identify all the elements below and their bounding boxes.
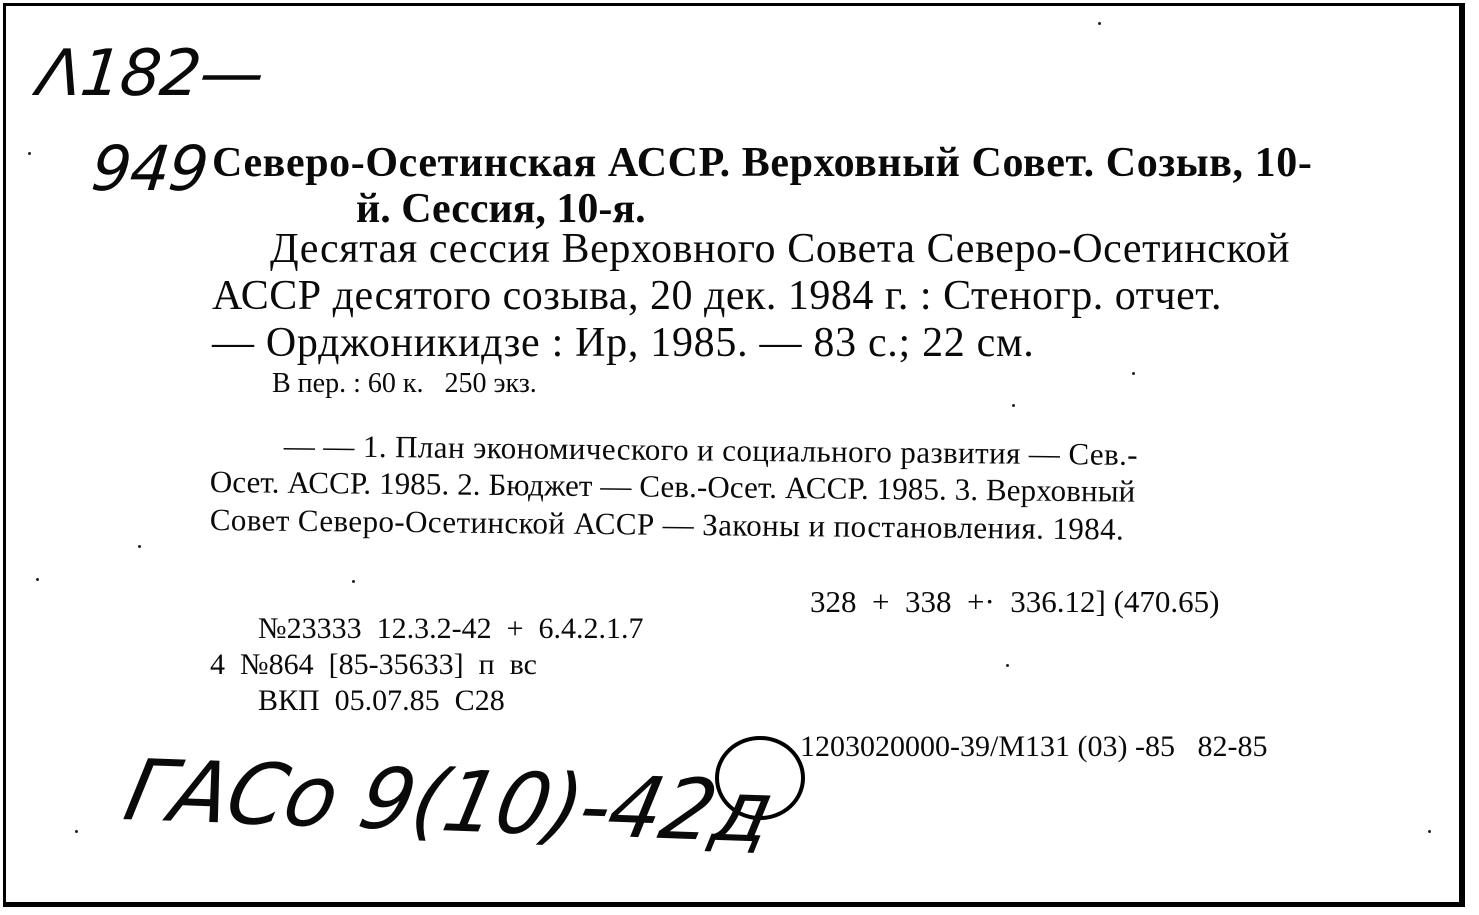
title-line3: — Орджоникидзе : Ир, 1985. — 83 с.; 22 см. [212,320,1035,366]
speck [1006,664,1009,667]
heading-line1: Северо-Осетинская АССР. Верховный Совет. Созыв, 10- [212,140,1313,186]
price-line: В пер. : 60 к. 250 экз. [272,368,537,399]
speck [1132,372,1135,375]
catalog-line1: №23333 12.3.2-42 + 6.4.2.1.7 [258,612,644,645]
subjects-line3: Совет Северо-Осетинской АССР — Законы и постановления. 1984. [209,502,1125,547]
catalog-line3: ВКП 05.07.85 С28 [258,684,505,717]
speck [1428,830,1431,833]
shelfmark-line1: Λ182— [34,37,267,111]
subjects-line2: Осет. АССР. 1985. 2. Бюджет — Сев.-Осет. АССР. 1985. 3. Верховный [209,464,1136,509]
classification-index: 328 + 338 +· 336.12] (470.65) [810,584,1220,619]
handwritten-archive-note: ГАСо 9(10)-42д [116,741,782,862]
shelfmark-line2: 949 [88,132,212,205]
catalog-line2: 4 №864 [85-35633] п вс [210,648,537,681]
subjects-line1: — — 1. План экономического и социального развития — Сев.- [283,428,1139,472]
speck [28,152,31,155]
stock-code: 1203020000-39/М131 (03) -85 82-85 [800,730,1268,763]
title-line2: АССР десятого созыва, 20 дек. 1984 г. : Стеногр. отчет. [212,273,1222,319]
title-line1: Десятая сессия Верховного Совета Северо-Осетинской [270,226,1291,272]
speck [36,578,39,581]
speck [1012,404,1015,407]
speck [75,830,78,833]
heading-line2: й. Сессия, 10-я. [356,186,646,232]
speck [352,580,355,583]
speck [138,545,141,548]
speck [1098,22,1101,25]
